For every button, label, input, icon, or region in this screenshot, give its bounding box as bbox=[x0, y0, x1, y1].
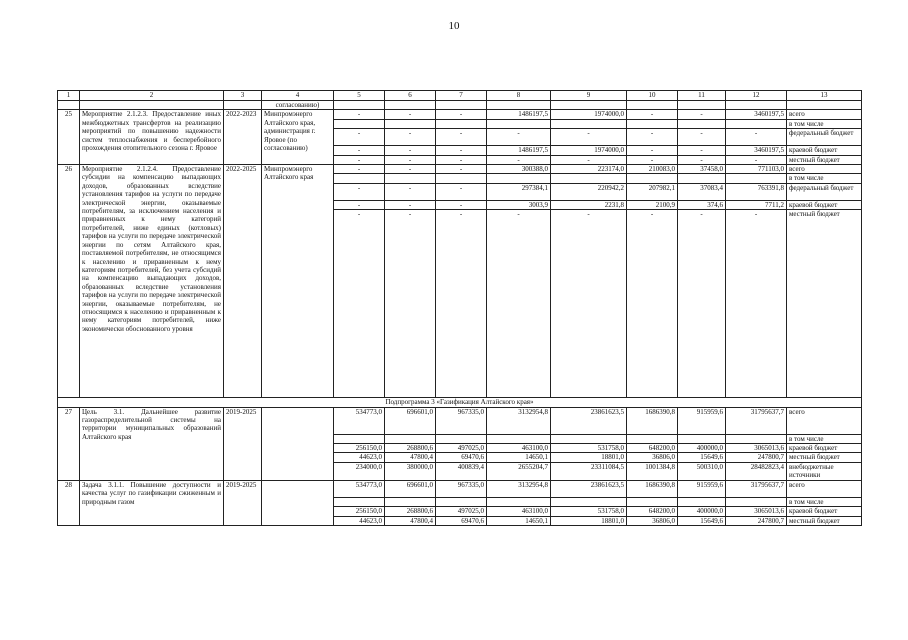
value-cell: - bbox=[436, 155, 487, 164]
row-years: 2019-2025 bbox=[224, 407, 262, 480]
value-cell: 44623,0 bbox=[334, 453, 385, 462]
value-cell: 7711,2 bbox=[726, 200, 787, 209]
value-cell: 1486197,5 bbox=[487, 110, 551, 119]
value-cell: 247800,7 bbox=[726, 516, 787, 525]
value-cell: 23861623,5 bbox=[551, 480, 627, 497]
value-cell: - bbox=[436, 110, 487, 119]
value-cell: 31795637,7 bbox=[726, 407, 787, 434]
funding-source: в том числе bbox=[787, 434, 862, 443]
column-number: 6 bbox=[385, 91, 436, 101]
value-cell: 463100,0 bbox=[487, 444, 551, 453]
row-number: 28 bbox=[58, 480, 80, 525]
value-cell bbox=[385, 119, 436, 128]
value-cell bbox=[334, 434, 385, 443]
value-cell: - bbox=[385, 155, 436, 164]
value-cell: - bbox=[551, 155, 627, 164]
value-cell: - bbox=[627, 146, 678, 155]
value-cell: 648200,0 bbox=[627, 507, 678, 516]
column-number: 10 bbox=[627, 91, 678, 101]
value-cell: - bbox=[487, 129, 551, 146]
value-cell bbox=[487, 497, 551, 506]
value-cell: - bbox=[487, 210, 551, 398]
value-cell: 531758,0 bbox=[551, 507, 627, 516]
column-number: 12 bbox=[726, 91, 787, 101]
funding-source: краевой бюджет bbox=[787, 146, 862, 155]
value-cell bbox=[385, 174, 436, 183]
value-cell bbox=[678, 497, 726, 506]
value-cell bbox=[678, 174, 726, 183]
empty-cell bbox=[487, 101, 551, 110]
empty-cell bbox=[551, 101, 627, 110]
value-cell bbox=[487, 174, 551, 183]
subprogram-title: Подпрограмма 3 «Газификация Алтайского края» bbox=[58, 398, 862, 407]
value-cell bbox=[487, 119, 551, 128]
value-cell bbox=[436, 497, 487, 506]
empty-cell bbox=[627, 101, 678, 110]
empty-cell bbox=[80, 101, 224, 110]
column-number: 1 bbox=[58, 91, 80, 101]
value-cell: - bbox=[385, 129, 436, 146]
value-cell: 223174,0 bbox=[551, 165, 627, 174]
empty-cell bbox=[334, 101, 385, 110]
value-cell: 1686390,8 bbox=[627, 480, 678, 497]
value-cell: - bbox=[385, 110, 436, 119]
value-cell: - bbox=[726, 129, 787, 146]
value-cell: 2655204,7 bbox=[487, 462, 551, 480]
funding-source: всего bbox=[787, 407, 862, 434]
value-cell: 3065013,6 bbox=[726, 507, 787, 516]
funding-source: федеральный бюджет bbox=[787, 129, 862, 146]
column-number: 9 bbox=[551, 91, 627, 101]
row-years: 2022-2025 bbox=[224, 165, 262, 398]
value-cell: 18801,0 bbox=[551, 453, 627, 462]
value-cell bbox=[551, 434, 627, 443]
value-cell: 696601,0 bbox=[385, 480, 436, 497]
value-cell: 14650,1 bbox=[487, 453, 551, 462]
row-executor: Минпромэнерго Алтайского края, администрация г. Яровое (по согласованию) bbox=[262, 110, 334, 165]
funding-source: местный бюджет bbox=[787, 453, 862, 462]
empty-cell bbox=[385, 101, 436, 110]
value-cell: 14650,1 bbox=[487, 516, 551, 525]
value-cell bbox=[726, 119, 787, 128]
value-cell: 763391,8 bbox=[726, 183, 787, 200]
value-cell: 15649,6 bbox=[678, 453, 726, 462]
value-cell bbox=[334, 174, 385, 183]
column-number: 8 bbox=[487, 91, 551, 101]
value-cell: 47800,4 bbox=[385, 453, 436, 462]
value-cell bbox=[385, 434, 436, 443]
row-executor bbox=[262, 480, 334, 525]
value-cell: 967335,0 bbox=[436, 407, 487, 434]
value-cell: 915959,6 bbox=[678, 407, 726, 434]
value-cell: - bbox=[334, 110, 385, 119]
funding-source: в том числе bbox=[787, 119, 862, 128]
value-cell: 400000,0 bbox=[678, 507, 726, 516]
funding-source: краевой бюджет bbox=[787, 200, 862, 209]
row-number: 25 bbox=[58, 110, 80, 165]
row-years: 2022-2023 bbox=[224, 110, 262, 165]
table-row bbox=[58, 110, 862, 119]
value-cell: - bbox=[627, 110, 678, 119]
value-cell bbox=[726, 174, 787, 183]
subprogram-row bbox=[58, 398, 862, 407]
funding-source: местный бюджет bbox=[787, 516, 862, 525]
funding-source: местный бюджет bbox=[787, 210, 862, 398]
column-number: 2 bbox=[80, 91, 224, 101]
column-number: 5 bbox=[334, 91, 385, 101]
value-cell: - bbox=[551, 129, 627, 146]
value-cell: 3132954,8 bbox=[487, 407, 551, 434]
value-cell: 380000,0 bbox=[385, 462, 436, 480]
value-cell bbox=[627, 174, 678, 183]
value-cell: 1686390,8 bbox=[627, 407, 678, 434]
value-cell: 497025,0 bbox=[436, 507, 487, 516]
value-cell: 534773,0 bbox=[334, 407, 385, 434]
value-cell: 47800,4 bbox=[385, 516, 436, 525]
value-cell bbox=[436, 174, 487, 183]
row-executor bbox=[262, 407, 334, 480]
column-number: 11 bbox=[678, 91, 726, 101]
funding-source: внебюджетные источники bbox=[787, 462, 862, 480]
column-number: 13 bbox=[787, 91, 862, 101]
funding-source: краевой бюджет bbox=[787, 444, 862, 453]
value-cell: 531758,0 bbox=[551, 444, 627, 453]
value-cell: 69470,6 bbox=[436, 453, 487, 462]
value-cell: 400000,0 bbox=[678, 444, 726, 453]
value-cell: - bbox=[334, 210, 385, 398]
value-cell: 696601,0 bbox=[385, 407, 436, 434]
value-cell: - bbox=[436, 183, 487, 200]
row-number: 27 bbox=[58, 407, 80, 480]
value-cell bbox=[627, 497, 678, 506]
value-cell: 497025,0 bbox=[436, 444, 487, 453]
empty-cell bbox=[787, 101, 862, 110]
value-cell bbox=[436, 434, 487, 443]
value-cell: - bbox=[627, 155, 678, 164]
value-cell bbox=[551, 174, 627, 183]
empty-cell bbox=[726, 101, 787, 110]
value-cell: 400839,4 bbox=[436, 462, 487, 480]
value-cell: 3132954,8 bbox=[487, 480, 551, 497]
value-cell: 36806,0 bbox=[627, 453, 678, 462]
header-row bbox=[58, 91, 862, 101]
value-cell: 247800,7 bbox=[726, 453, 787, 462]
table-row bbox=[58, 407, 862, 434]
value-cell: - bbox=[334, 183, 385, 200]
value-cell: - bbox=[334, 165, 385, 174]
empty-cell bbox=[224, 101, 262, 110]
value-cell: - bbox=[678, 110, 726, 119]
value-cell: - bbox=[385, 183, 436, 200]
value-cell: - bbox=[334, 200, 385, 209]
value-cell bbox=[627, 119, 678, 128]
value-cell: 69470,6 bbox=[436, 516, 487, 525]
funding-source: федеральный бюджет bbox=[787, 183, 862, 200]
value-cell: 3460197,5 bbox=[726, 146, 787, 155]
row-number: 26 bbox=[58, 165, 80, 398]
value-cell: - bbox=[385, 165, 436, 174]
row-description: Мероприятие 2.1.2.3. Предоставление иных межбюджетных трансфертов на реализацию мероприятий по повышению надежности систем теплоснабжения и бесперебойного прохождения отопительного сезона г. Яровое bbox=[80, 110, 224, 165]
continuation-row bbox=[58, 101, 862, 110]
value-cell: 37458,0 bbox=[678, 165, 726, 174]
value-cell: 463100,0 bbox=[487, 507, 551, 516]
funding-source: местный бюджет bbox=[787, 155, 862, 164]
empty-cell bbox=[58, 101, 80, 110]
value-cell: - bbox=[627, 129, 678, 146]
funding-source: всего bbox=[787, 110, 862, 119]
value-cell: 256150,0 bbox=[334, 444, 385, 453]
value-cell bbox=[726, 434, 787, 443]
value-cell: 297384,1 bbox=[487, 183, 551, 200]
value-cell: 967335,0 bbox=[436, 480, 487, 497]
budget-table bbox=[57, 90, 862, 526]
value-cell: 2231,8 bbox=[551, 200, 627, 209]
row-description: Мероприятие 2.1.2.4. Предоставление субсидии на компенсацию выпадающих доходов, образованных вследствие установления тарифов на услуги по передаче электрической энергии, оказываемые потребителям, за исключением населения и приравненных к нему категорий потребителей, ниже единых (котловых) тарифов на услуги по передаче электрической энергии по сетям Алтайского края, поставляемой потребителям, не относящимся к населению и приравненным к нему категориям потребителей, без учета субсидий на компенсацию выпадающих доходов, образованных вследствие установления тарифов на услуги по передаче электрической энергии, оказываемые потребителям, не относящимся к населению и приравненным к нему категориям потребителей, ниже экономически обоснованного уровня bbox=[80, 165, 224, 398]
value-cell bbox=[551, 497, 627, 506]
row-executor: Минпромэнерго Алтайского края bbox=[262, 165, 334, 398]
value-cell: 15649,6 bbox=[678, 516, 726, 525]
value-cell: 234000,0 bbox=[334, 462, 385, 480]
value-cell: 207982,1 bbox=[627, 183, 678, 200]
value-cell bbox=[436, 119, 487, 128]
value-cell: 500310,0 bbox=[678, 462, 726, 480]
value-cell: 210083,0 bbox=[627, 165, 678, 174]
value-cell: 1001384,8 bbox=[627, 462, 678, 480]
value-cell: - bbox=[487, 155, 551, 164]
table-row bbox=[58, 480, 862, 497]
value-cell: 534773,0 bbox=[334, 480, 385, 497]
value-cell: 31795637,7 bbox=[726, 480, 787, 497]
value-cell: - bbox=[551, 210, 627, 398]
value-cell: - bbox=[678, 155, 726, 164]
table-row bbox=[58, 165, 862, 174]
value-cell: - bbox=[436, 146, 487, 155]
empty-cell bbox=[678, 101, 726, 110]
funding-source: всего bbox=[787, 165, 862, 174]
value-cell: 23311084,5 bbox=[551, 462, 627, 480]
value-cell: - bbox=[678, 146, 726, 155]
value-cell: - bbox=[726, 210, 787, 398]
value-cell bbox=[385, 497, 436, 506]
value-cell: 3003,9 bbox=[487, 200, 551, 209]
value-cell: 23861623,5 bbox=[551, 407, 627, 434]
value-cell: 44623,0 bbox=[334, 516, 385, 525]
value-cell: 3065013,6 bbox=[726, 444, 787, 453]
value-cell: 3460197,5 bbox=[726, 110, 787, 119]
value-cell: - bbox=[436, 210, 487, 398]
value-cell: 28482823,4 bbox=[726, 462, 787, 480]
value-cell: 37083,4 bbox=[678, 183, 726, 200]
value-cell: 1974000,0 bbox=[551, 110, 627, 119]
value-cell: - bbox=[436, 200, 487, 209]
value-cell: 18801,0 bbox=[551, 516, 627, 525]
value-cell: - bbox=[385, 200, 436, 209]
funding-source: в том числе bbox=[787, 497, 862, 506]
funding-source: в том числе bbox=[787, 174, 862, 183]
value-cell bbox=[334, 119, 385, 128]
value-cell: - bbox=[334, 155, 385, 164]
value-cell: 1974000,0 bbox=[551, 146, 627, 155]
value-cell: 2100,9 bbox=[627, 200, 678, 209]
value-cell: 771103,0 bbox=[726, 165, 787, 174]
value-cell bbox=[551, 119, 627, 128]
value-cell: 648200,0 bbox=[627, 444, 678, 453]
column-number: 3 bbox=[224, 91, 262, 101]
funding-source: краевой бюджет bbox=[787, 507, 862, 516]
value-cell: - bbox=[726, 155, 787, 164]
funding-source: всего bbox=[787, 480, 862, 497]
value-cell: - bbox=[334, 129, 385, 146]
page-number: 10 bbox=[448, 20, 460, 32]
value-cell: - bbox=[436, 165, 487, 174]
value-cell bbox=[726, 497, 787, 506]
empty-cell bbox=[436, 101, 487, 110]
value-cell: - bbox=[678, 129, 726, 146]
value-cell: - bbox=[385, 210, 436, 398]
value-cell: 36806,0 bbox=[627, 516, 678, 525]
value-cell: - bbox=[627, 210, 678, 398]
value-cell: - bbox=[436, 129, 487, 146]
value-cell: 220942,2 bbox=[551, 183, 627, 200]
value-cell: 1486197,5 bbox=[487, 146, 551, 155]
executor-cell: согласованию) bbox=[262, 101, 334, 110]
value-cell bbox=[678, 119, 726, 128]
value-cell bbox=[627, 434, 678, 443]
value-cell bbox=[334, 497, 385, 506]
value-cell bbox=[487, 434, 551, 443]
value-cell: - bbox=[334, 146, 385, 155]
value-cell: 374,6 bbox=[678, 200, 726, 209]
column-number: 4 bbox=[262, 91, 334, 101]
row-description: Задача 3.1.1. Повышение доступности и качества услуг по газификации сжиженным и природным газом bbox=[80, 480, 224, 525]
value-cell: 268800,6 bbox=[385, 444, 436, 453]
value-cell: 300388,0 bbox=[487, 165, 551, 174]
row-years: 2019-2025 bbox=[224, 480, 262, 525]
value-cell bbox=[678, 434, 726, 443]
row-description: Цель 3.1. Дальнейшее развитие газораспределительной системы на территории муниципальных образований Алтайского края bbox=[80, 407, 224, 480]
value-cell: 915959,6 bbox=[678, 480, 726, 497]
column-number: 7 bbox=[436, 91, 487, 101]
value-cell: - bbox=[385, 146, 436, 155]
value-cell: 256150,0 bbox=[334, 507, 385, 516]
value-cell: - bbox=[678, 210, 726, 398]
value-cell: 268800,6 bbox=[385, 507, 436, 516]
